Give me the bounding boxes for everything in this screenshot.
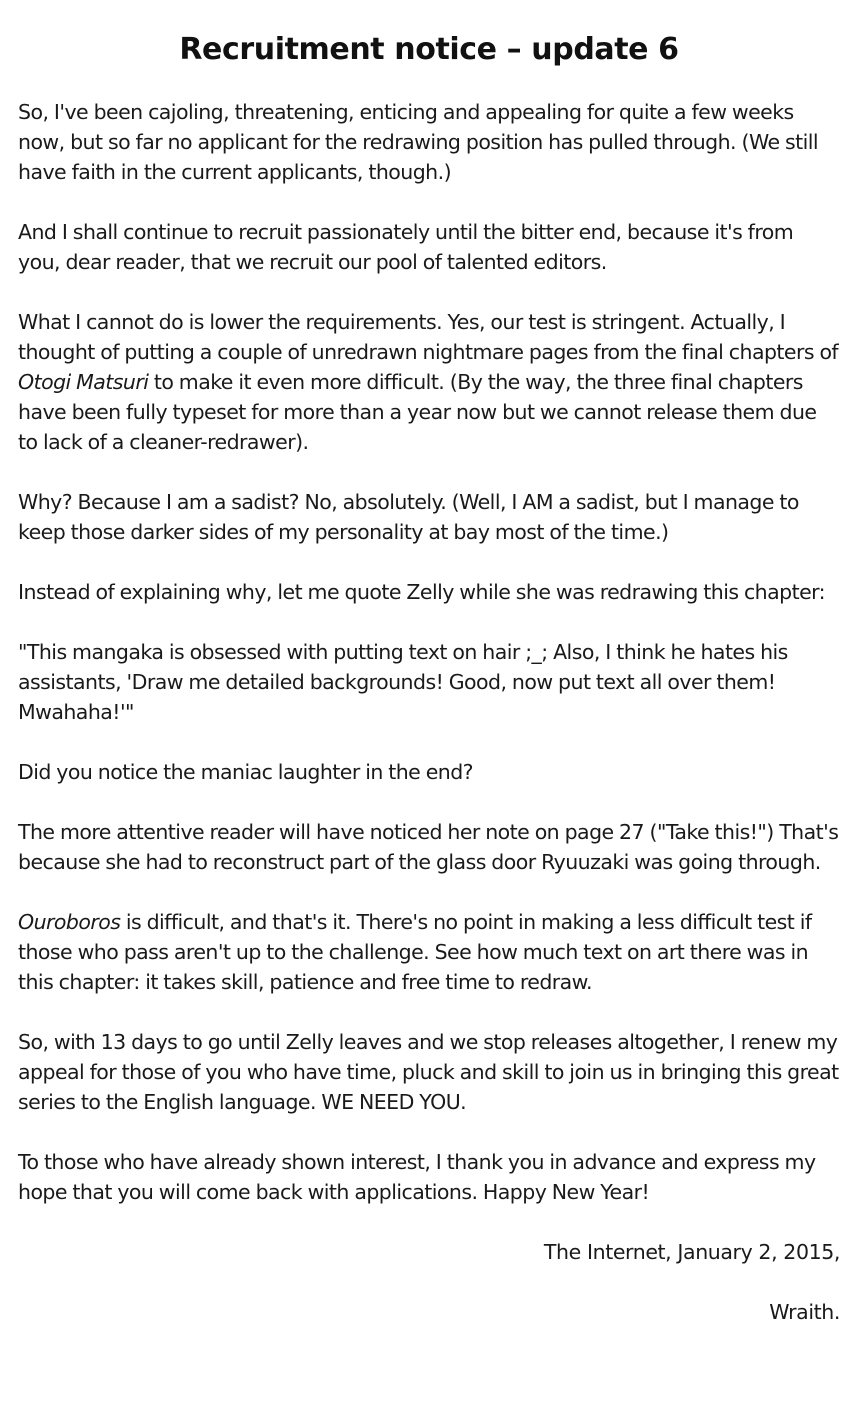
paragraph-page-note — [18, 817, 840, 877]
paragraph-why — [18, 487, 840, 547]
paragraph-text: And I shall continue to recruit passionately until the bitter end, because it's from you, dear reader, that we recruit our pool of talented editors. — [18, 220, 794, 274]
paragraph-text: What I cannot do is lower the requirements. Yes, our test is stringent. Actually, I thought of putting a couple of unredrawn nightmare pages from the final chapters of — [18, 310, 839, 364]
signature-name: Wraith. — [769, 1300, 840, 1324]
paragraph-text: is difficult, and that's it. There's no point in making a less difficult test if those who pass aren't up to the challenge. See how much text on art there was in this chapter: it takes skill, patience and free time to redraw. — [18, 910, 812, 994]
paragraph-laughter — [18, 757, 840, 787]
series-title-ouroboros: Ouroboros — [18, 910, 121, 934]
paragraph-text: "This mangaka is obsessed with putting text on hair ;_; Also, I think he hates his assistants, 'Draw me detailed backgrounds! Good, now put text all over them! Mwahaha!'" — [18, 640, 788, 724]
paragraph-intro — [18, 97, 840, 187]
page-title: Recruitment notice – update 6 — [179, 32, 679, 67]
paragraph-text: So, with 13 days to go until Zelly leaves and we stop releases altogether, I renew my appeal for those of you who have time, pluck and skill to join us in bringing this great series to the English language. WE NEED YOU. — [18, 1030, 839, 1114]
paragraph-ouroboros — [18, 907, 840, 997]
paragraph-text: to make it even more difficult. (By the way, the three final chapters have been fully typeset for more than a year now but we cannot release them due to lack of a cleaner-redrawer). — [18, 370, 817, 454]
paragraph-text: Instead of explaining why, let me quote Zelly while she was redrawing this chapter: — [18, 580, 826, 604]
paragraph-text: To those who have already shown interest, I thank you in advance and express my hope that you will come back with applications. Happy New Year! — [18, 1150, 816, 1204]
paragraph-zelly-quote — [18, 637, 840, 727]
series-title-otogi-matsuri: Otogi Matsuri — [18, 370, 149, 394]
paragraph-text: So, I've been cajoling, threatening, enticing and appealing for quite a few weeks now, but so far no applicant for the redrawing position has pulled through. (We still have faith in the current applicants, though.) — [18, 100, 819, 184]
paragraph-appeal — [18, 1027, 840, 1117]
paragraph-text: Did you notice the maniac laughter in the end? — [18, 760, 474, 784]
paragraph-requirements — [18, 307, 840, 457]
paragraph-recruit — [18, 217, 840, 277]
signature-place-date: The Internet, January 2, 2015, — [543, 1240, 840, 1264]
paragraph-text: Why? Because I am a sadist? No, absolutely. (Well, I AM a sadist, but I manage to keep those darker sides of my personality at bay most of the time.) — [18, 490, 799, 544]
paragraph-thanks — [18, 1147, 840, 1207]
notice-page — [18, 0, 840, 1324]
paragraph-quote-intro — [18, 577, 840, 607]
notice-body — [18, 97, 840, 1357]
paragraph-text: The more attentive reader will have noticed her note on page 27 ("Take this!") That's because she had to reconstruct part of the glass door Ryuuzaki was going through. — [18, 820, 839, 874]
